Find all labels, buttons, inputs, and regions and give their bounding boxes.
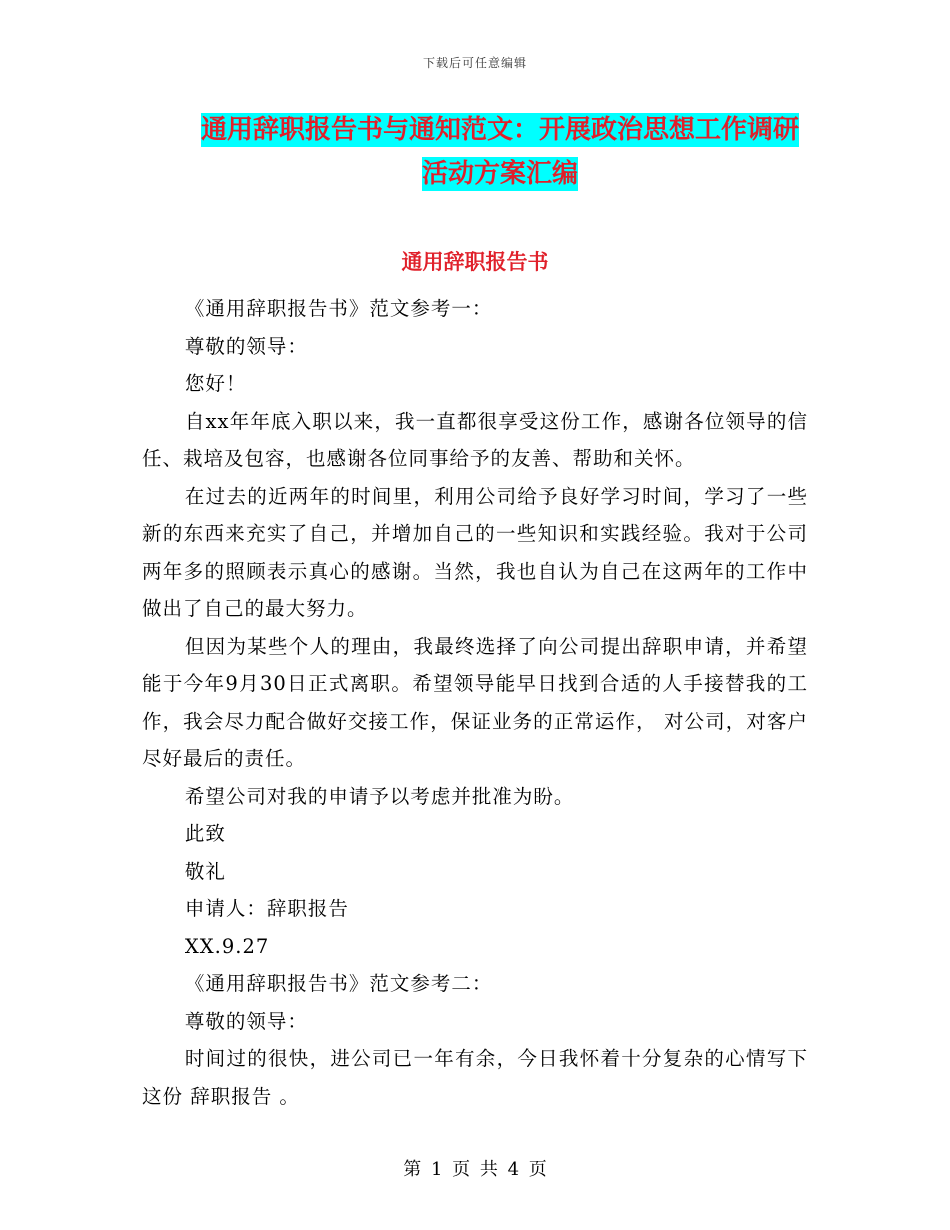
document-title — [150, 108, 850, 196]
paragraph: 您好！ — [184, 372, 247, 395]
paragraph: 敬礼 — [184, 859, 226, 883]
paragraph: 《通用辞职报告书》范文参考二： — [184, 972, 493, 995]
paragraph: 此致 — [184, 822, 226, 845]
paragraph: 申请人：辞职报告 — [184, 897, 349, 920]
paragraph: 尊敬的领导： — [184, 334, 308, 358]
document-body — [142, 290, 808, 1115]
paragraph: 在过去的近两年的时间里，利用公司给予良好学习时间，学习了一些新的东西来充实了自己，并增加自己的一些知识和实践经验。我对于公司两年多的照顾表示真心的感谢。当然，我也自认为自己在这两年的工作中做出了自己的最大努力。 — [142, 484, 808, 620]
paragraph: 尊敬的领导： — [184, 1009, 308, 1033]
paragraph: XX.9.27 — [184, 934, 270, 958]
section-title: 通用辞职报告书 — [401, 250, 549, 274]
paragraph: 但因为某些个人的理由，我最终选择了向公司提出辞职申请，并希望能于今年9月30日正式离职。希望领导能早日找到合适的人手接替我的工作，我会尽力配合做好交接工作，保证业务的正常运作， 对公司，对客户尽好最后的责任。 — [142, 634, 808, 770]
paragraph: 时间过的很快，进公司已一年有余，今日我怀着十分复杂的心情写下这份 辞职报告 。 — [142, 1047, 808, 1108]
paragraph: 自xx年年底入职以来，我一直都很享受这份工作，感谢各位领导的信任、栽培及包容，也感谢各位同事给予的友善、帮助和关怀。 — [142, 409, 808, 470]
document-title-line-2: 活动方案汇编 — [421, 159, 578, 189]
paragraph: 希望公司对我的申请予以考虑并批准为盼。 — [184, 784, 575, 808]
page-number-footer: 第 1 页 共 4 页 — [403, 1159, 547, 1180]
document-title-line-1: 通用辞职报告书与通知范文：开展政治思想工作调研 — [200, 115, 799, 145]
page-header-note: 下载后可任意编辑 — [422, 56, 527, 70]
paragraph: 《通用辞职报告书》范文参考一： — [184, 297, 493, 320]
